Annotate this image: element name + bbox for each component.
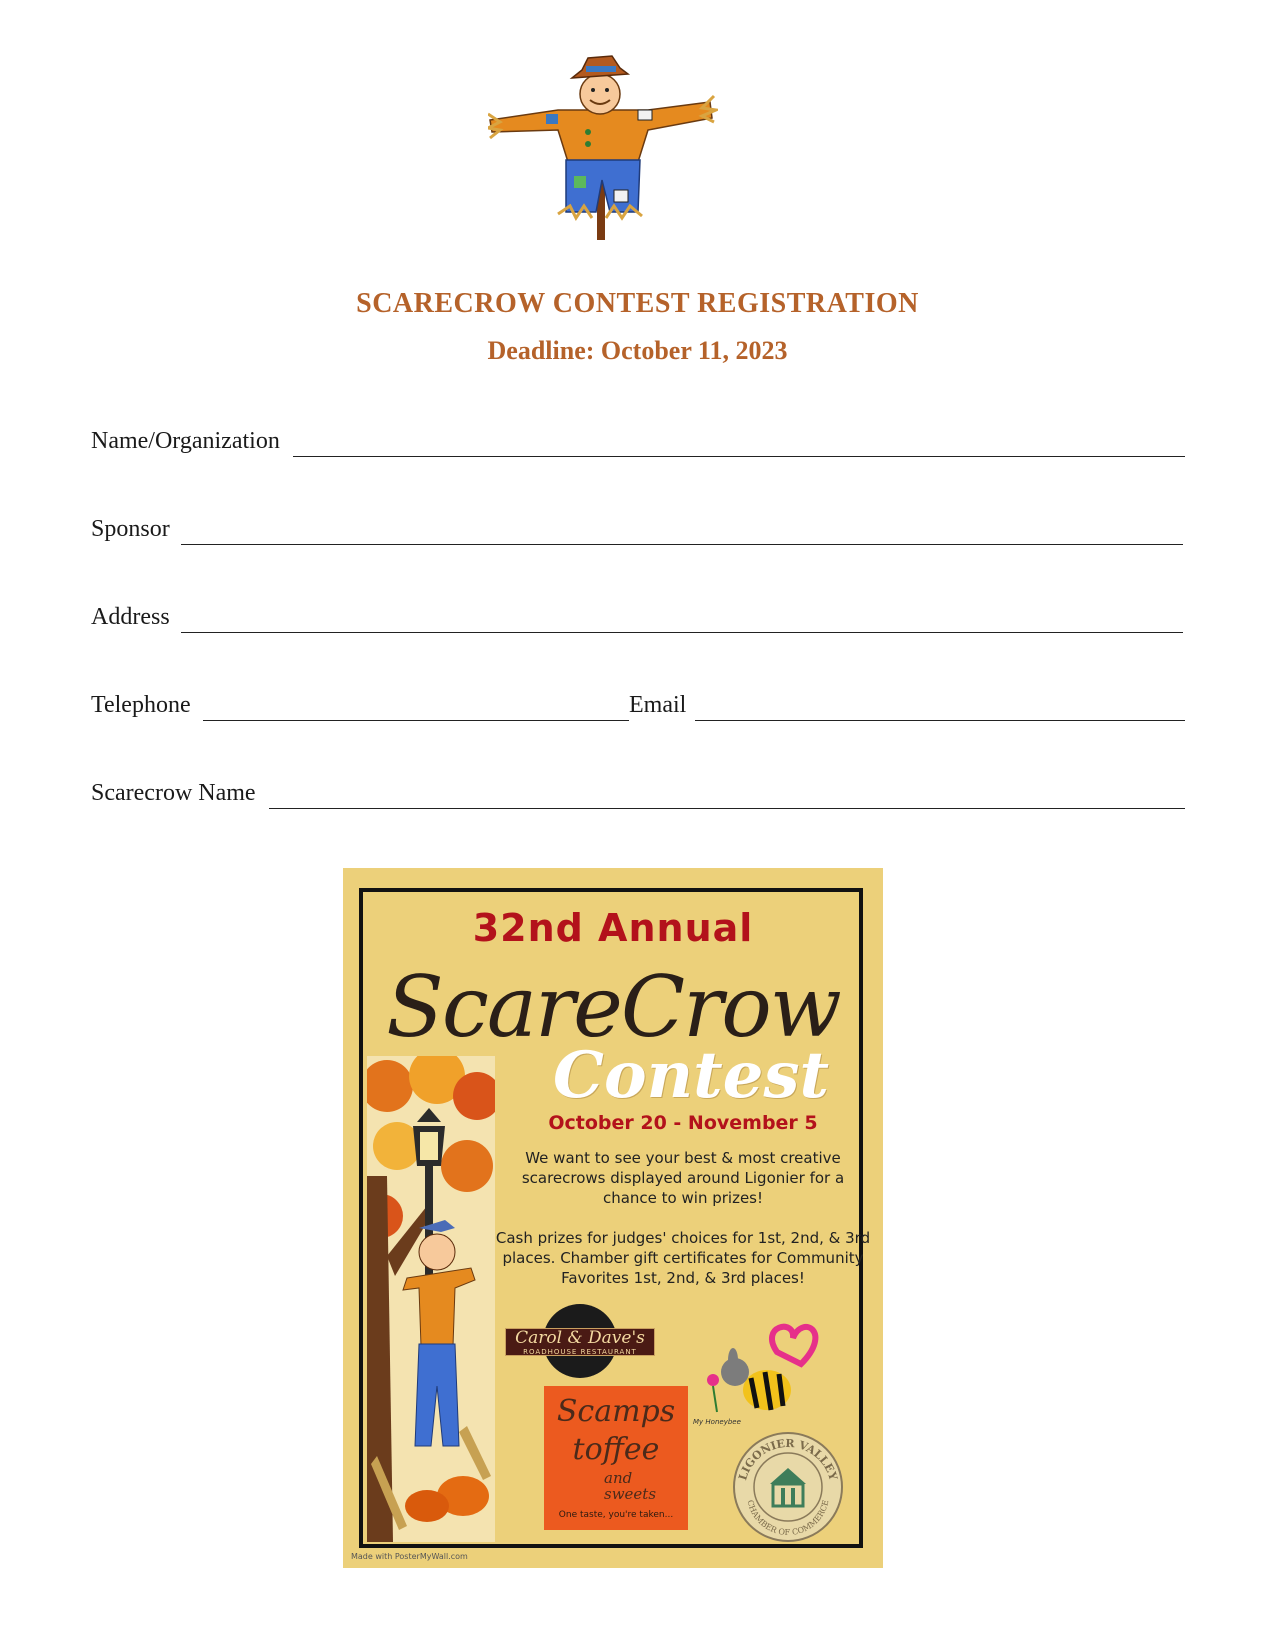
poster-dates: October 20 - November 5 [548, 1112, 818, 1134]
scarecrow-name-label: Scarecrow Name [91, 780, 256, 806]
carol-daves-logo-name: Carol & Dave's [515, 1328, 645, 1348]
chamber-logo-top-text: LIGONIER VALLEY [736, 1436, 840, 1482]
scamps-toffee-logo [544, 1386, 688, 1530]
name-organization-label: Name/Organization [91, 428, 280, 454]
poster-annual-heading: 32nd Annual [472, 906, 754, 950]
carol-daves-logo [505, 1304, 655, 1376]
poster-paragraph-invite: We want to see your best & most creative scarecrows displayed around Ligonier for a chance to win prizes! [521, 1149, 845, 1207]
honeybee-icon [693, 1312, 821, 1418]
carol-daves-logo-tag: ROADHOUSE RESTAURANT [523, 1348, 637, 1356]
scamps-logo-word-1: Scamps [556, 1394, 676, 1429]
deadline: Deadline: October 11, 2023 [487, 336, 788, 365]
scamps-logo-word-2: toffee [572, 1432, 660, 1467]
page-title: SCARECROW CONTEST REGISTRATION [356, 288, 919, 319]
name-organization-line[interactable] [293, 456, 1185, 457]
ligonier-chamber-logo [729, 1428, 847, 1546]
telephone-line[interactable] [203, 720, 629, 721]
honeybee-caption: My Honeybee [693, 1418, 741, 1426]
contest-poster [343, 868, 883, 1568]
sponsor-line[interactable] [181, 544, 1183, 545]
scamps-logo-word-3: and sweets [604, 1469, 657, 1503]
scarecrow-clipart [488, 52, 718, 242]
telephone-label: Telephone [91, 692, 191, 718]
scarecrow-name-field[interactable] [91, 777, 1185, 809]
poster-paragraph-prizes: Cash prizes for judges' choices for 1st, 2nd, & 3rd places. Chamber gift certificates for Community Favorites 1st, 2nd, & 3rd places! [495, 1229, 871, 1287]
poster-contest-title: Contest [553, 1038, 830, 1113]
scarecrow-name-line[interactable] [269, 808, 1185, 809]
address-field[interactable] [91, 601, 1185, 633]
sponsor-field[interactable] [91, 513, 1185, 545]
my-honeybee-logo [693, 1312, 821, 1430]
email-field[interactable] [629, 689, 1185, 721]
scamps-logo-tagline: One taste, you're taken... [558, 1510, 674, 1520]
name-organization-field[interactable] [91, 425, 1185, 457]
poster-made-with: Made with PosterMyWall.com [351, 1552, 468, 1561]
address-label: Address [91, 604, 170, 630]
email-label: Email [629, 692, 687, 718]
email-line[interactable] [695, 720, 1185, 721]
telephone-field[interactable] [91, 689, 631, 721]
sponsor-label: Sponsor [91, 516, 170, 542]
chamber-logo-bottom-text: CHAMBER OF COMMERCE [745, 1499, 831, 1538]
poster-scarecrow-title: ScareCrow [386, 958, 840, 1056]
address-line[interactable] [181, 632, 1183, 633]
scarecrow-lamppost-illustration [367, 1056, 495, 1542]
